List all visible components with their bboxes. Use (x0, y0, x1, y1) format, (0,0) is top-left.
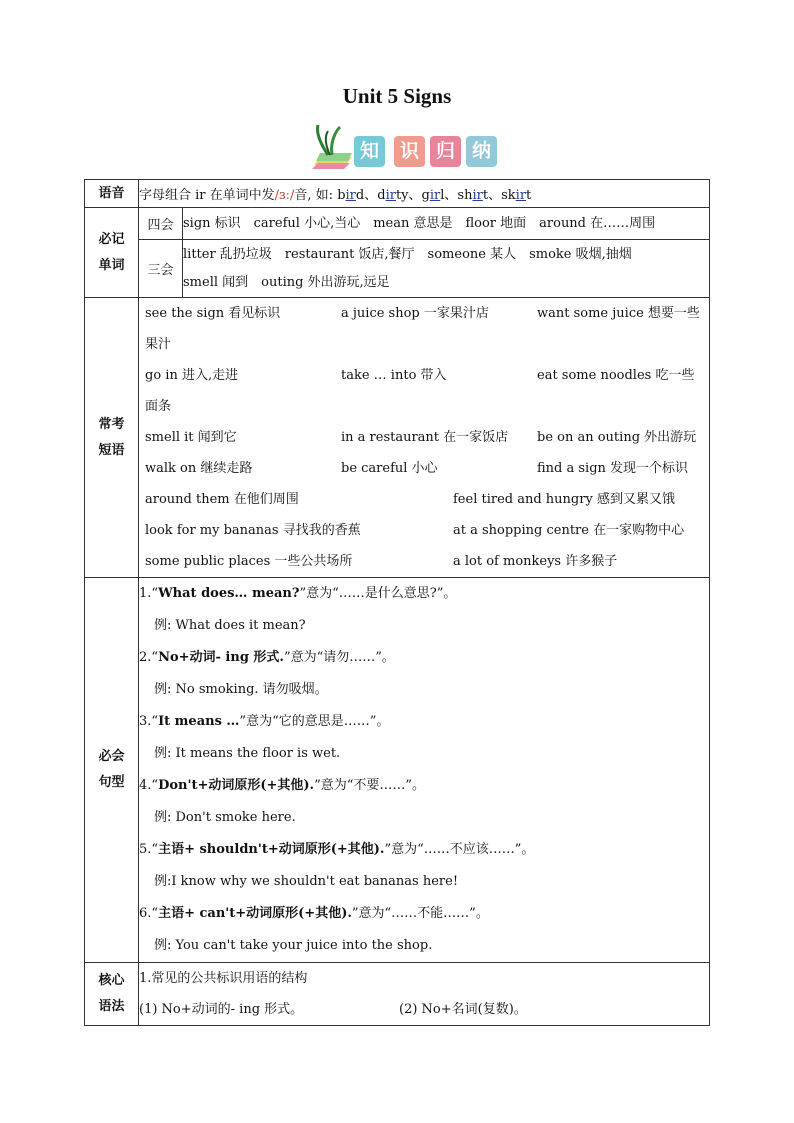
phrase-line: see the sign 看见标识 a juice shop 一家果汁店 want some juice 想要一些 (145, 306, 700, 321)
phrases-label: 常考 短语 (85, 298, 139, 578)
sentence-example: 例: No smoking. 请勿吸烟。 (154, 682, 328, 697)
example-word: shirt (457, 188, 489, 203)
sentences-label: 必会 句型 (85, 578, 139, 963)
phrase-line: look for my bananas 寻找我的香蕉 at a shopping centre 在一家购物中心 (145, 523, 685, 538)
sentence-example: 例:I know why we shouldn't eat bananas here! (154, 874, 459, 889)
banner-char: 识 (394, 136, 425, 167)
banner-char: 知 (354, 136, 385, 167)
phrase-line: walk on 继续走路 be careful 小心 find a sign 发现一个标识 (145, 461, 689, 476)
sentence-pattern: 6.“主语+ can't+动词原形(+其他).”意为“……不能……”。 (139, 906, 489, 921)
sentence-pattern: 5.“主语+ shouldn't+动词原形(+其他).”意为“……不应该……”。 (139, 842, 535, 857)
vocab-sub-label: 三会 (139, 240, 183, 298)
pronunciation-content: 字母组合 ir 在单词中发/ɜː/音, 如: bird、dirty、girl、shirt、skirt (139, 180, 710, 208)
vocab-row-four-skills (85, 208, 710, 240)
sentences-content (139, 578, 710, 963)
grammar-heading: 1.常见的公共标识用语的结构 (139, 971, 308, 986)
sentence-example: 例: Don't smoke here. (154, 810, 296, 825)
grammar-row (85, 963, 710, 1026)
sentence-pattern: 1.“What does… mean?”意为“……是什么意思?”。 (139, 586, 457, 601)
phrase-line: go in 进入,走进 take … into 带入 eat some noodles 吃一些 (145, 368, 695, 383)
vocab-items: sign 标识 careful 小心,当心 mean 意思是 floor 地面 around 在……周围 (183, 208, 710, 240)
sentence-pattern: 3.“It means …”意为“它的意思是……”。 (139, 714, 390, 729)
grammar-items: (1) No+动词的- ing 形式。 (2) No+名词(复数)。 (139, 1002, 527, 1017)
phonetic-symbol: /ɜː/ (274, 188, 295, 203)
pronunciation-label: 语音 (85, 180, 139, 208)
page-title: Unit 5 Signs (342, 84, 452, 108)
banner-char: 归 (430, 136, 461, 167)
phrase-line: 果汁 (145, 337, 172, 352)
sentences-row (85, 578, 710, 963)
knowledge-banner (306, 121, 496, 173)
example-word: dirty (377, 188, 409, 203)
sentence-pattern: 4.“Don't+动词原形(+其他).”意为“不要……”。 (139, 778, 426, 793)
grammar-label: 核心 语法 (85, 963, 139, 1026)
vocab-row-three-skills (85, 240, 710, 298)
example-word: girl (421, 188, 445, 203)
phrase-line: 面条 (145, 399, 172, 414)
example-word: skirt (501, 188, 532, 203)
sentence-pattern: 2.“No+动词- ing 形式.”意为“请勿……”。 (139, 650, 395, 665)
vocab-sub-label: 四会 (139, 208, 183, 240)
vocab-label: 必记 单词 (85, 208, 139, 298)
phrase-line: smell it 闻到它 in a restaurant 在一家饭店 be on an outing 外出游玩 (145, 430, 697, 445)
sentence-example: 例: It means the floor is wet. (154, 746, 341, 761)
phrases-content (139, 298, 710, 578)
sentence-example: 例: You can't take your juice into the shop. (154, 938, 433, 953)
plant-icon (306, 121, 358, 173)
summary-table (84, 179, 710, 1026)
phrase-line: around them 在他们周围 feel tired and hungry 感到又累又饿 (145, 492, 675, 507)
example-word: bird (337, 188, 365, 203)
banner-char: 纳 (466, 136, 497, 167)
pronunciation-row (85, 180, 710, 208)
vocab-items: litter 乱扔垃圾 restaurant 饭店,餐厅 someone 某人 smoke 吸烟,抽烟 smell 闻到 outing 外出游玩,远足 (183, 240, 710, 298)
grammar-content (139, 963, 710, 1026)
phrase-line: some public places 一些公共场所 a lot of monkeys 许多猴子 (145, 554, 618, 569)
phrases-row (85, 298, 710, 578)
sentence-example: 例: What does it mean? (154, 618, 306, 633)
